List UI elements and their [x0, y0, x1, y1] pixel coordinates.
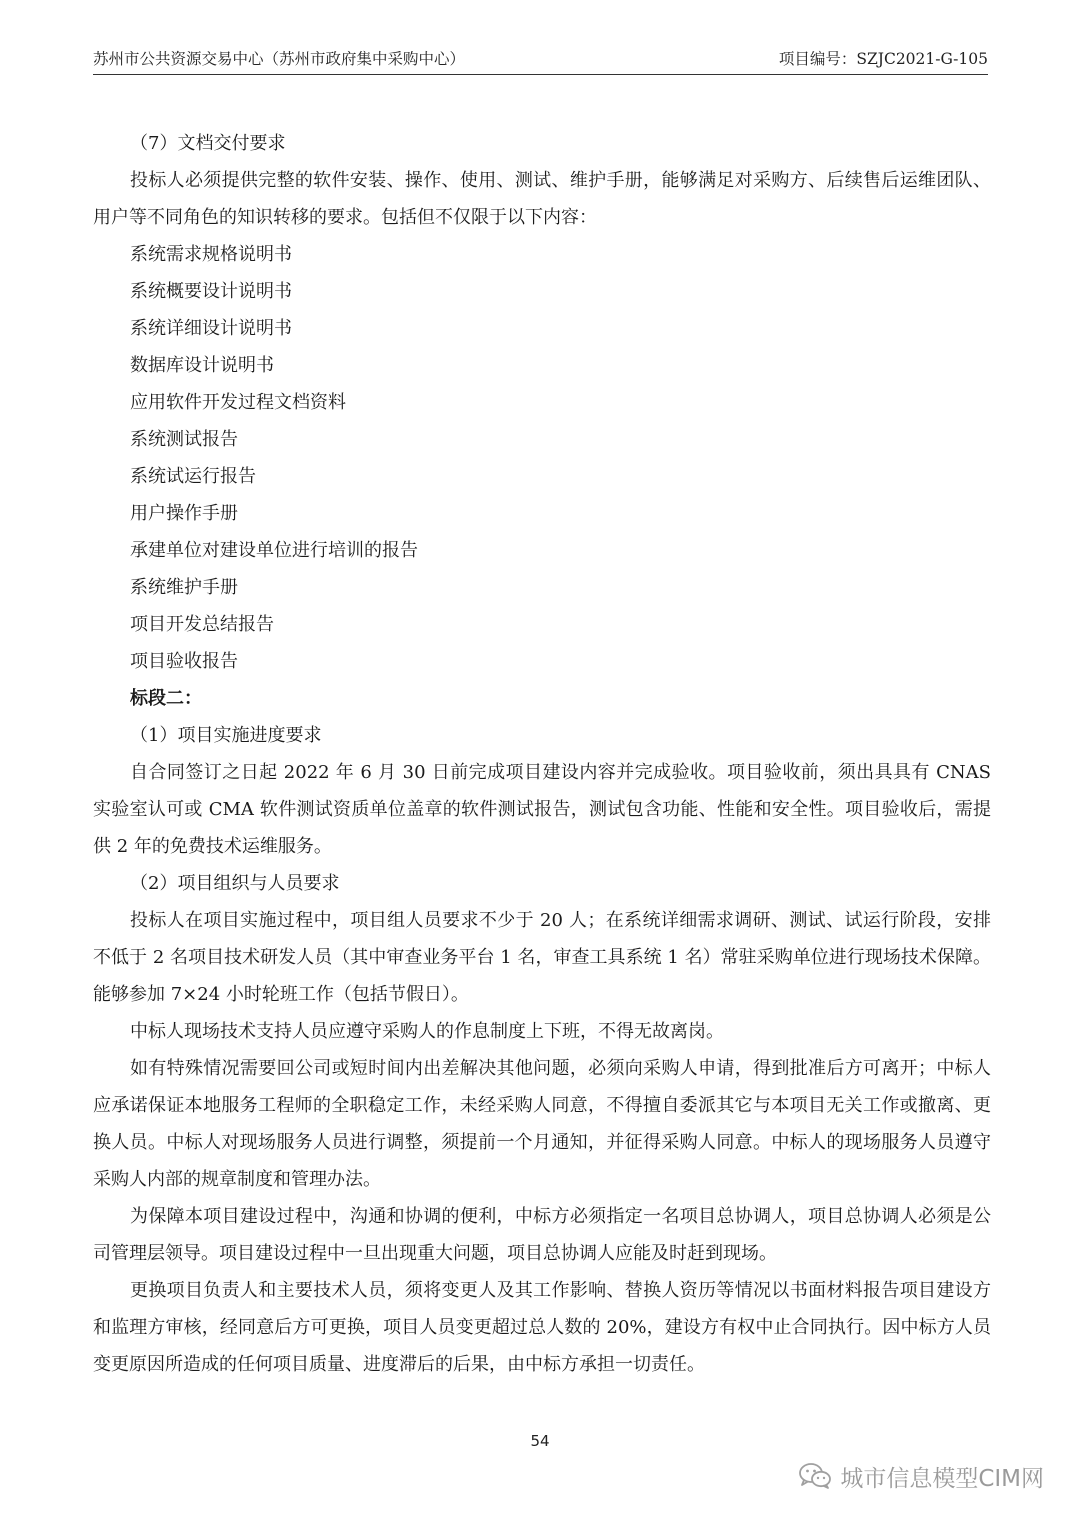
page-number: 54 [530, 1432, 550, 1450]
doc-list-item: 系统需求规格说明书 [130, 244, 292, 265]
doc-list-item: 系统测试报告 [130, 429, 238, 450]
section-7-intro: 投标人必须提供完整的软件安装、操作、使用、测试、维护手册，能够满足对采购方、后续售后运维团队、用户等不同角色的知识转移的要求。包括但不仅限于以下内容： [93, 170, 991, 228]
subsection-2-paragraph: 为保障本项目建设过程中，沟通和协调的便利，中标方必须指定一名项目总协调人，项目总协调人必须是公司管理层领导。项目建设过程中一旦出现重大问题，项目总协调人应能及时赶到现场。 [93, 1206, 991, 1264]
subsection-2-paragraph: 如有特殊情况需要回公司或短时间内出差解决其他问题，必须向采购人申请，得到批准后方可离开；中标人应承诺保证本地服务工程师的全职稳定工作，未经采购人同意，不得擅自委派其它与本项目无关工作或撤离、更换人员。中标人对现场服务人员进行调整，须提前一个月通知，并征得采购人同意。中标人的现场服务人员遵守采购人内部的规章制度和管理办法。 [93, 1058, 991, 1190]
doc-list-item: 用户操作手册 [130, 503, 238, 524]
section-7-heading: （7）文档交付要求 [130, 133, 286, 154]
subsection-2-paragraph: 更换项目负责人和主要技术人员，须将变更人及其工作影响、替换人资历等情况以书面材料报告项目建设方和监理方审核，经同意后方可更换，项目人员变更超过总人数的 20%，建设方有权中止合同执行。因中标方人员变更原因所造成的任何项目质量、进度滞后的后果，由中标方承担一切责任。 [93, 1280, 991, 1375]
subsection-1-heading: （1）项目实施进度要求 [130, 725, 322, 746]
section-2-title: 标段二： [130, 688, 202, 709]
subsection-2-heading: （2）项目组织与人员要求 [130, 873, 340, 894]
doc-list-item: 项目开发总结报告 [130, 614, 274, 635]
doc-list-item: 系统试运行报告 [130, 466, 256, 487]
doc-list-item: 系统概要设计说明书 [130, 281, 292, 302]
doc-list-item: 应用软件开发过程文档资料 [130, 392, 346, 413]
header-project-number: 项目编号：SZJC2021-G-105 [778, 50, 988, 68]
watermark [798, 1460, 1044, 1492]
doc-list-item: 系统详细设计说明书 [130, 318, 292, 339]
doc-list-item: 数据库设计说明书 [130, 355, 274, 376]
document-body [93, 125, 991, 1383]
doc-list-item: 承建单位对建设单位进行培训的报告 [130, 540, 418, 561]
watermark-text: 城市信息模型CIM网 [840, 1465, 1044, 1492]
doc-list [93, 236, 991, 680]
doc-list-item: 项目验收报告 [130, 651, 238, 672]
subsection-2-paragraph: 投标人在项目实施过程中，项目组人员要求不少于 20 人；在系统详细需求调研、测试、试运行阶段，安排不低于 2 名项目技术研发人员（其中审查业务平台 1 名，审查工具系统 1 名）常驻采购单位进行现场技术保障。能够参加 7×24 小时轮班工作（包括节假日）。 [93, 910, 991, 1005]
header-organization: 苏州市公共资源交易中心（苏州市政府集中采购中心） [93, 50, 466, 68]
subsection-2-paragraph: 中标人现场技术支持人员应遵守采购人的作息制度上下班，不得无故离岗。 [130, 1021, 724, 1042]
doc-list-item: 系统维护手册 [130, 577, 238, 598]
page-header [93, 44, 988, 75]
wechat-icon [798, 1462, 832, 1490]
subsection-1-paragraph: 自合同签订之日起 2022 年 6 月 30 日前完成项目建设内容并完成验收。项目验收前，须出具具有 CNAS 实验室认可或 CMA 软件测试资质单位盖章的软件测试报告，测试包含功能、性能和安全性。项目验收后，需提供 2 年的免费技术运维服务。 [93, 762, 991, 857]
